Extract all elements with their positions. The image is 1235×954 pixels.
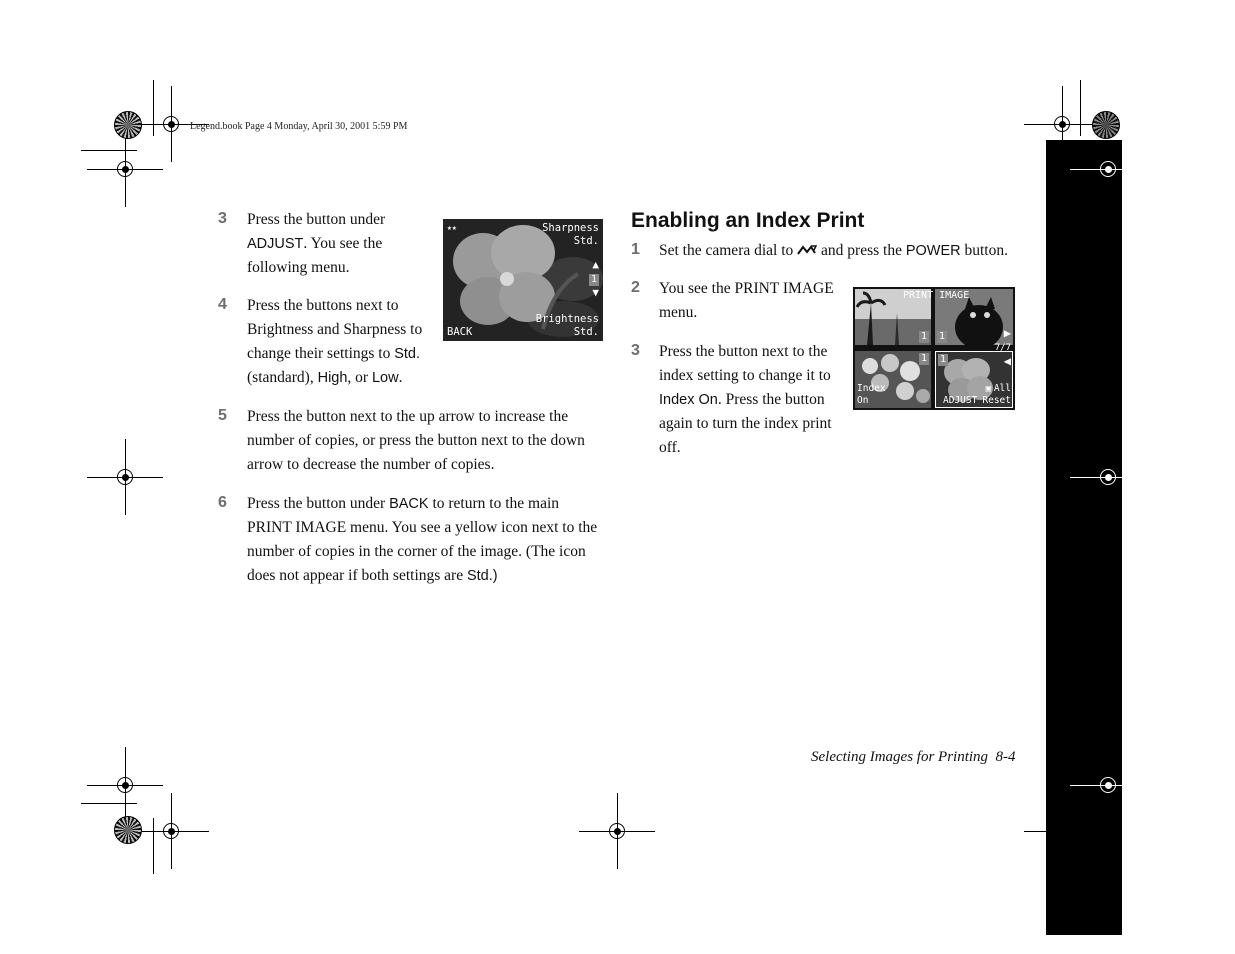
step-text: Press the button next to the up arrow to increase the number of copies, or press the button next to the down arrow to decrease the number of copies. bbox=[247, 408, 585, 473]
step-number: 3 bbox=[631, 342, 640, 359]
step-text: Press the button next to the index setting to change it to Index On. Press the button again to turn the index print off. bbox=[659, 343, 832, 456]
screen-title: PRINT IMAGE bbox=[903, 290, 970, 301]
print-mode-icon bbox=[797, 244, 817, 256]
print-image-screen bbox=[853, 287, 1015, 410]
step-number: 5 bbox=[218, 407, 227, 424]
adjust-label: ADJUST bbox=[943, 395, 978, 406]
index-label: Index bbox=[857, 383, 886, 394]
sharpness-label: Sharpness bbox=[542, 222, 599, 234]
step-text: You see the PRINT IMAGE menu. bbox=[659, 280, 834, 321]
adjust-menu-screen bbox=[443, 219, 603, 341]
color-target-top-right-icon bbox=[1092, 111, 1120, 139]
step-text: Press the buttons next to Brightness and Sharpness to change their settings to Std. (standard), High, or Low. bbox=[247, 297, 423, 386]
step-text: Press the button under ADJUST. You see the following menu. bbox=[247, 211, 386, 276]
step-number: 4 bbox=[218, 296, 227, 313]
copies-count: 1 bbox=[590, 274, 598, 285]
step-number: 2 bbox=[631, 279, 640, 296]
copies-count: 1 bbox=[939, 354, 947, 365]
left-arrow-icon: ◀ bbox=[1003, 354, 1011, 368]
back-label: BACK bbox=[447, 326, 473, 338]
color-target-bottom-left-icon bbox=[114, 816, 142, 844]
brightness-value: Std. bbox=[573, 326, 599, 338]
brightness-label: Brightness bbox=[535, 313, 599, 325]
copies-count: 1 bbox=[920, 331, 928, 342]
page-footer: Selecting Images for Printing 8-4 bbox=[811, 749, 1016, 765]
crop-line bbox=[153, 80, 154, 136]
book-header: Legend.book Page 4 Monday, April 30, 2001 5:59 PM bbox=[190, 121, 408, 132]
step-text: Set the camera dial to and press the POWER button. bbox=[659, 242, 1008, 259]
copies-count: 1 bbox=[938, 331, 946, 342]
all-label: All bbox=[993, 383, 1011, 394]
step-number: 1 bbox=[631, 241, 640, 258]
reset-label: Reset bbox=[982, 395, 1011, 406]
color-target-top-left-icon bbox=[114, 111, 142, 139]
printer-icon: ▣ bbox=[985, 384, 991, 394]
up-arrow-icon: ▲ bbox=[592, 258, 599, 271]
crop-line bbox=[81, 803, 137, 804]
crop-line bbox=[81, 150, 137, 151]
section-title: Enabling an Index Print bbox=[631, 209, 865, 232]
copies-count: 1 bbox=[920, 353, 928, 364]
crop-line bbox=[153, 818, 154, 874]
sharpness-value: Std. bbox=[573, 235, 599, 247]
stars-indicator: ★★ bbox=[447, 223, 457, 232]
image-counter: 7/7 bbox=[994, 343, 1011, 353]
side-tab-bar bbox=[1046, 140, 1122, 935]
step-number: 6 bbox=[218, 494, 227, 511]
down-arrow-icon: ▼ bbox=[592, 286, 599, 299]
crop-line bbox=[1080, 80, 1081, 136]
step-number: 3 bbox=[218, 210, 227, 227]
index-value: On bbox=[857, 395, 869, 406]
step-text: Press the button under BACK to return to the main PRINT IMAGE menu. You see a yellow icon next to the number of copies in the corner of the image. (The icon does not appear if both settings are Std.) bbox=[247, 495, 598, 584]
right-arrow-icon: ▶ bbox=[1003, 326, 1011, 340]
